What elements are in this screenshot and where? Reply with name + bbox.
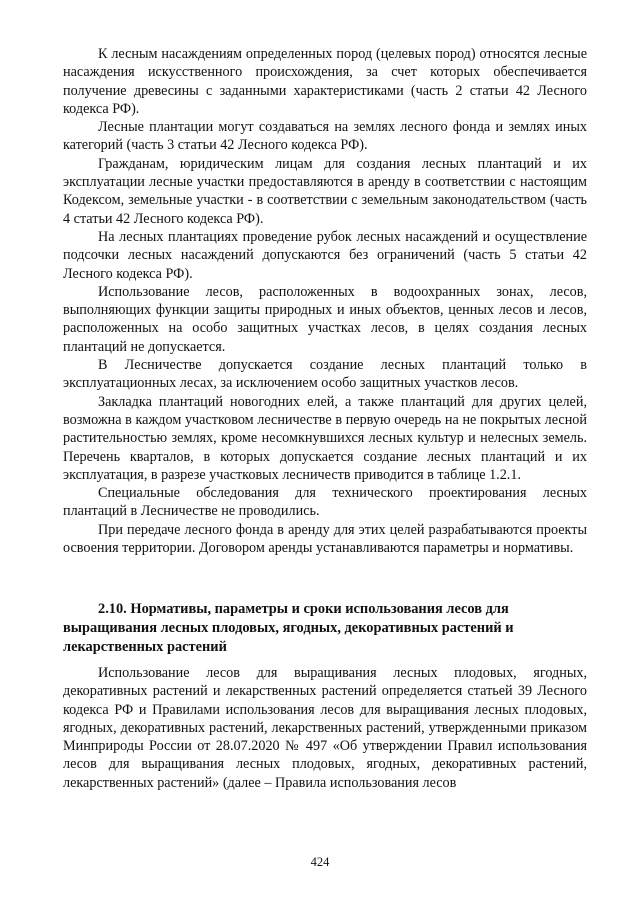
section-heading-line: выращивания лесных плодовых, ягодных, декоративных растений и	[63, 620, 514, 636]
paragraph: К лесным насаждениям определенных пород (целевых пород) относятся лесные насаждения искусственного происхождения, за счет которых обеспечивается получение древесины с заданными характеристиками (часть 2 статьи 42 Лесного кодекса РФ).	[63, 46, 587, 117]
section-heading-line: 2.10. Нормативы, параметры и сроки использования лесов для	[98, 601, 509, 617]
paragraph: На лесных плантациях проведение рубок лесных насаждений и осуществление подсочки лесных насаждений допускаются без ограничений (часть 5 статьи 42 Лесного кодекса РФ).	[63, 228, 587, 282]
paragraph: Специальные обследования для технического проектирования лесных плантаций в Лесничестве не проводились.	[63, 485, 587, 520]
paragraph: При передаче лесного фонда в аренду для этих целей разрабатываются проекты освоения территории. Договором аренды устанавливаются параметры и нормативы.	[63, 521, 587, 557]
paragraph: Использование лесов для выращивания лесных плодовых, ягодных, декоративных растений и лекарственных растений определяется статьей 39 Лесного кодекса РФ и Правилами использования лесов для выращивания лесных плодовых, ягодных, декоративных растений, лекарственных растений, утвержденными приказом Минприроды России от 28.07.2020 № 497 «Об утверждении Правил использования лесов для выращивания лесных плодовых, ягодных, декоративных растений, лекарственных растений» (далее – Правила использования лесов	[63, 665, 587, 791]
paragraph: Использование лесов, расположенных в водоохранных зонах, лесов, выполняющих функции защиты природных и иных объектов, ценных лесов и лесов, расположенных на особо защитных участках лесов, в целях создания лесных плантаций не допускается.	[63, 283, 587, 355]
paragraph: В Лесничестве допускается создание лесных плантаций только в эксплуатационных лесах, за исключением особо защитных участков лесов.	[63, 357, 587, 392]
body-text-lower	[63, 664, 587, 792]
paragraph: Закладка плантаций новогодних елей, а также плантаций для других целей, возможна в каждом участковом лесничестве в первую очередь на не покрытых лесной растительностью землях, кроме несомкнувшихся лесных культур и нелесных земель. Перечень кварталов, в которых допускается создание лесных плантаций и их эксплуатация, в разрезе участковых лесничеств приводится в таблице 1.2.1.	[63, 393, 587, 483]
paragraph: Гражданам, юридическим лицам для создания лесных плантаций и их эксплуатации лесные участки предоставляются в аренду в соответствии с настоящим Кодексом, земельные участки - в соответствии с земельным законодательством (часть 4 статьи 42 Лесного кодекса РФ).	[63, 155, 587, 227]
section-heading	[63, 600, 588, 657]
body-text-upper	[63, 45, 587, 557]
paragraph: Лесные плантации могут создаваться на землях лесного фонда и землях иных категорий (часть 3 статьи 42 Лесного кодекса РФ).	[63, 119, 587, 154]
section-heading-line: лекарственных растений	[63, 639, 227, 655]
page-number: 424	[310, 855, 330, 869]
